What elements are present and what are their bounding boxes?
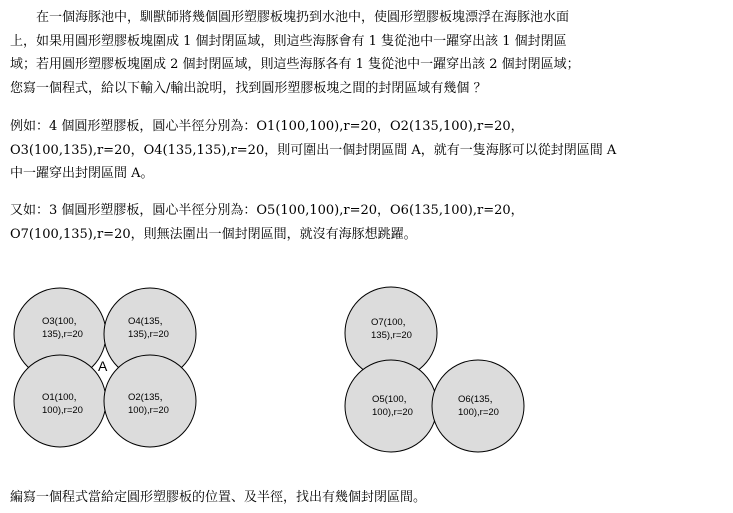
example-1-line-2: O3(100,135),r=20，O4(135,135),r=20，則可圍出一個封閉區間 A，就有一隻海豚可以從封閉區間 A xyxy=(10,142,617,158)
disk-o4-label-2: 135),r=20 xyxy=(128,329,169,340)
disk-o7-label-2: 135),r=20 xyxy=(371,330,412,341)
disk-o5 xyxy=(345,360,437,452)
disk-o6 xyxy=(432,360,524,452)
disk-o6-label-2: 100),r=20 xyxy=(458,407,499,418)
disk-o5-label-1: O5(100， xyxy=(372,394,414,405)
problem-line-3: 域；若用圓形塑膠板塊圍成 2 個封閉區域，則這些海豚各有 1 隻從池中一躍穿出該 2 個封閉區域； xyxy=(10,57,580,72)
example-2-line-2: O7(100,135),r=20，則無法圍出一個封閉區間，就沒有海豚想跳躍。 xyxy=(10,226,417,242)
disk-o7-label-1: O7(100， xyxy=(371,317,413,328)
problem-line-4: 您寫一個程式，給以下輸入/輸出說明，找到圓形塑膠板塊之間的封閉區域有幾個 ？ xyxy=(10,80,487,96)
example-1 xyxy=(10,115,726,186)
disk-o2-label-1: O2(135， xyxy=(128,392,170,403)
problem-line-2: 上，如果用圓形塑膠板塊圍成 1 個封閉區域，則這些海豚會有 1 隻從池中一躍穿出該 1 個封閉區 xyxy=(10,33,567,49)
circles-diagram xyxy=(0,270,733,470)
disk-o6-label-1: O6(135， xyxy=(458,394,500,405)
example-1-line-3: 中一躍穿出封閉區間 A。 xyxy=(10,166,154,181)
example-1-line-1: 例如：4 個圓形塑膠板，圓心半徑分別為：O1(100,100),r=20，O2(135,100),r=20， xyxy=(10,119,524,134)
task-instruction xyxy=(10,486,726,510)
problem-line-1: 在一個海豚池中，馴獸師將幾個圓形塑膠板塊扔到水池中，使圓形塑膠板塊漂浮在海豚池水面 xyxy=(36,10,570,25)
disk-o1-label-2: 100),r=20 xyxy=(42,405,83,416)
diagram-left-group xyxy=(14,288,196,447)
disk-o3-label-1: O3(100， xyxy=(42,316,84,327)
disk-o1-label-1: O1(100， xyxy=(42,392,84,403)
disk-o3-label-2: 135),r=20 xyxy=(42,329,83,340)
disk-o2-label-2: 100),r=20 xyxy=(128,405,169,416)
region-a-label: A xyxy=(98,358,108,374)
problem-description xyxy=(10,6,726,100)
task-instruction-line: 編寫一個程式當給定圓形塑膠板的位置、及半徑，找出有幾個封閉區間。 xyxy=(10,490,427,505)
example-2-line-1: 又如：3 個圓形塑膠板，圓心半徑分別為：O5(100,100),r=20，O6(135,100),r=20， xyxy=(10,203,524,218)
disk-o5-label-2: 100),r=20 xyxy=(372,407,413,418)
example-2 xyxy=(10,199,726,246)
disk-o4-label-1: O4(135， xyxy=(128,316,170,327)
diagram-right-group xyxy=(345,287,524,452)
